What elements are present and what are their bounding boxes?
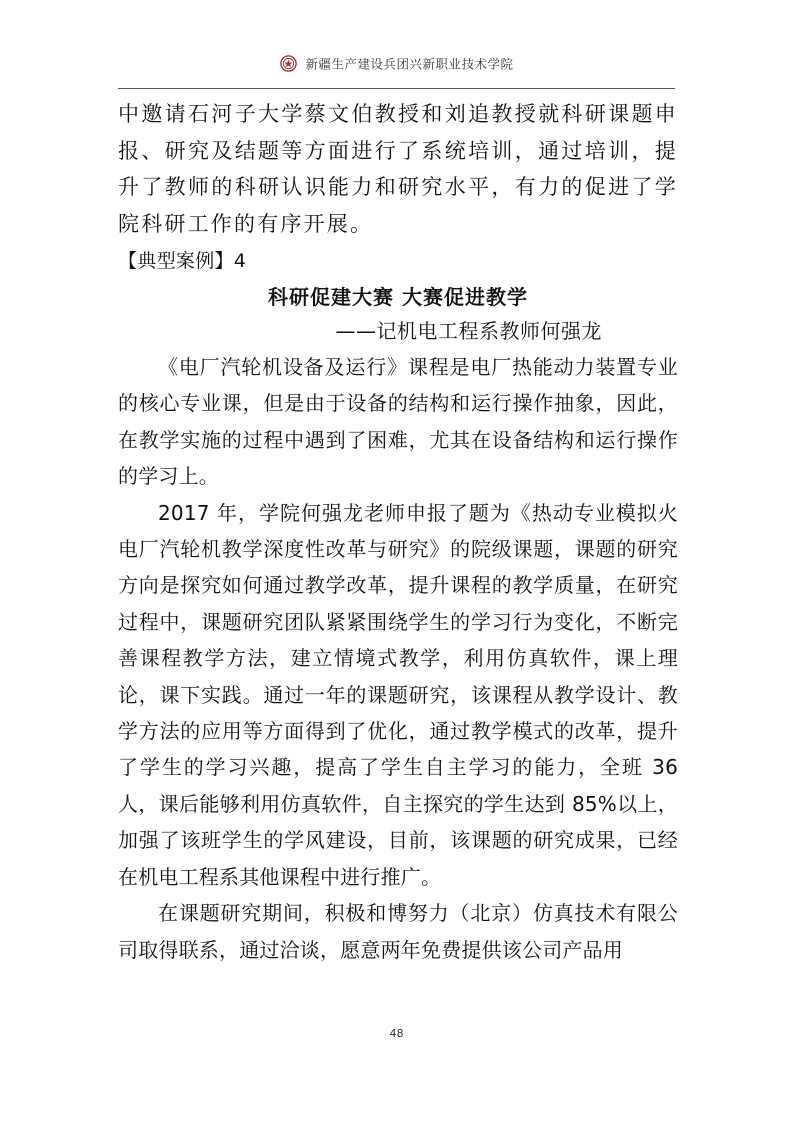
body-paragraph-1: 《电厂汽轮机设备及运行》课程是电厂热能动力装置专业的核心专业课，但是由于设备的结构和运行操作抽象，因此，在教学实施的过程中遇到了困难，尤其在设备结构和运行操作的学习上。 [118,355,678,489]
page-content [118,96,678,968]
article-title: 科研促建大赛 大赛促进教学 [268,285,528,309]
header-title: 新疆生产建设兵团兴新职业技术学院 [305,56,514,72]
case-label: 【典型案例】4 [118,250,247,272]
article-subtitle: ——记机电工程系教师何强龙 [335,319,602,343]
body-paragraph-3: 在课题研究期间，积极和博努力（北京）仿真技术有限公司取得联系，通过洽谈，愿意两年免费提供该公司产品用 [118,901,678,962]
header-inner [118,54,675,75]
page-header [118,48,675,89]
college-seal-icon [280,55,297,72]
body-paragraph-2: 2017 年，学院何强龙老师申报了题为《热动专业模拟火电厂汽轮机教学深度性改革与研究》的院级课题，课题的研究方向是探究如何通过教学改革，提升课程的教学质量，在研究过程中，课题研究团队紧紧围绕学生的学习行为变化，不断完善课程教学方法，建立情境式教学，利用仿真软件，课上理论，课下实践。通过一年的课题研究，该课程从教学设计、教学方法的应用等方面得到了优化，通过教学模式的改革，提升了学生的学习兴趣，提高了学生自主学习的能力，全班 36 人，课后能够利用仿真软件，自主探究的学生达到 85%以上，加强了该班学生的学风建设，目前，该课题的研究成果，已经在机电工程系其他课程中进行推广。 [118,500,678,889]
page-number: 48 [389,1027,404,1040]
intro-paragraph: 中邀请石河子大学蔡文伯教授和刘追教授就科研课题申报、研究及结题等方面进行了系统培训，通过培训，提升了教师的科研认识能力和研究水平，有力的促进了学院科研工作的有序开展。 [118,102,678,236]
